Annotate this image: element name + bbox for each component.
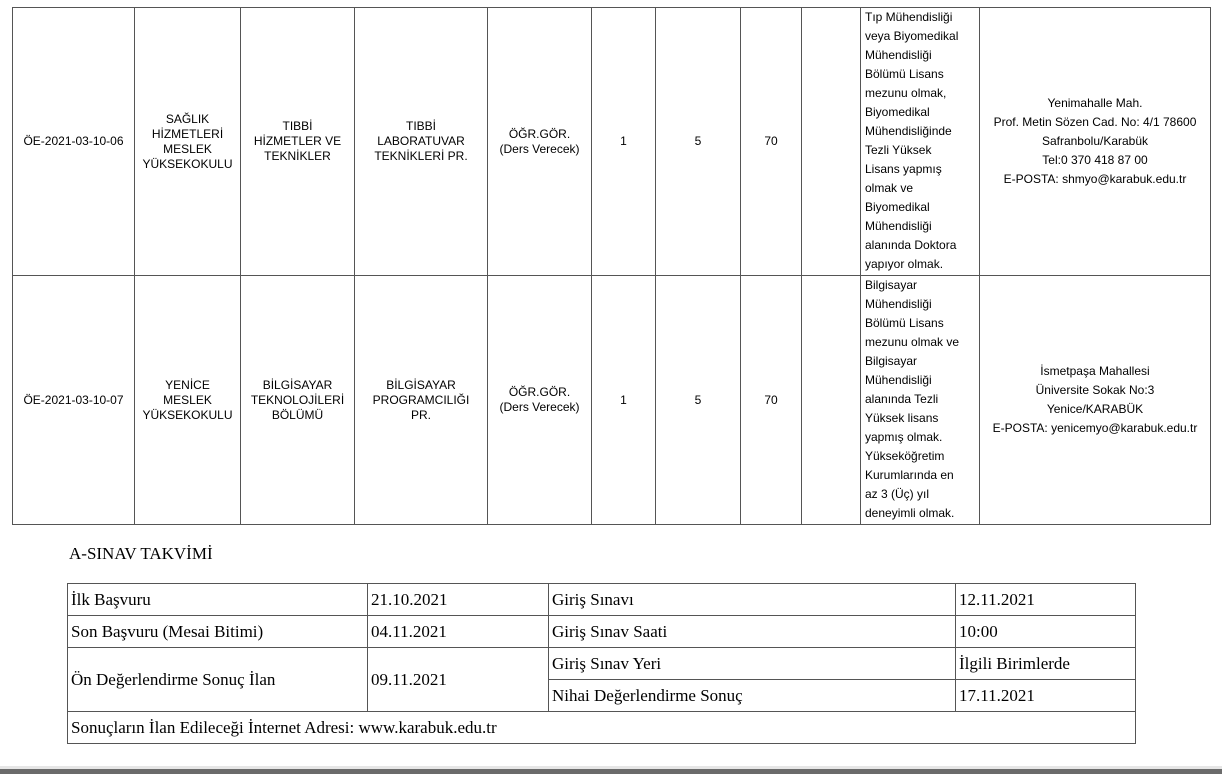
position-unit: YENİCE MESLEK YÜKSEKOKULU: [135, 276, 241, 525]
position-title: ÖĞR.GÖR. (Ders Verecek): [488, 276, 592, 525]
schedule-row: [68, 584, 1136, 616]
schedule-label: Ön Değerlendirme Sonuç İlan: [68, 648, 368, 712]
position-contact: Yenimahalle Mah. Prof. Metin Sözen Cad. No: 4/1 78600 Safranbolu/Karabük Tel:0 370 418 87 00 E-POSTA: shmyo@karabuk.edu.tr: [980, 8, 1211, 276]
position-extra: [802, 8, 861, 276]
position-requirements: Bilgisayar Mühendisliği Bölümü Lisans mezunu olmak ve Bilgisayar Mühendisliği alanında Tezli Yüksek lisans yapmış olmak. Yükseköğretim Kurumlarında en az 3 (Üç) yıl deneyimli olmak.: [861, 276, 980, 525]
schedule-value: 09.11.2021: [368, 648, 549, 712]
schedule-row: [68, 648, 1136, 680]
position-program: BİLGİSAYAR PROGRAMCILIĞI PR.: [355, 276, 488, 525]
schedule-row: [68, 616, 1136, 648]
position-code: ÖE-2021-03-10-06: [13, 8, 135, 276]
position-years: 5: [656, 276, 741, 525]
schedule-value: İlgili Birimlerde: [956, 648, 1136, 680]
position-ales: 70: [741, 8, 802, 276]
position-extra: [802, 276, 861, 525]
schedule-value: 04.11.2021: [368, 616, 549, 648]
schedule-table: [67, 583, 1136, 744]
position-years: 5: [656, 8, 741, 276]
position-count: 1: [592, 8, 656, 276]
position-requirements: Tıp Mühendisliği veya Biyomedikal Mühendisliği Bölümü Lisans mezunu olmak, Biyomedikal Mühendisliğinde Tezli Yüksek Lisans yapmış olmak ve Biyomedikal Mühendisliği alanında Doktora yapıyor olmak.: [861, 8, 980, 276]
table-row: [13, 8, 1211, 276]
schedule-value: 10:00: [956, 616, 1136, 648]
positions-table: [12, 7, 1211, 525]
table-row: [13, 276, 1211, 525]
schedule-label: Giriş Sınav Yeri: [549, 648, 956, 680]
schedule-footer-row: [68, 712, 1136, 744]
position-unit: SAĞLIK HİZMETLERİ MESLEK YÜKSEKOKULU: [135, 8, 241, 276]
position-department: TIBBİ HİZMETLER VE TEKNİKLER: [241, 8, 355, 276]
schedule-label: İlk Başvuru: [68, 584, 368, 616]
position-department: BİLGİSAYAR TEKNOLOJİLERİ BÖLÜMÜ: [241, 276, 355, 525]
results-url-note: Sonuçların İlan Edileceği İnternet Adresi: www.karabuk.edu.tr: [68, 712, 1136, 744]
position-title: ÖĞR.GÖR. (Ders Verecek): [488, 8, 592, 276]
position-contact: İsmetpaşa Mahallesi Üniversite Sokak No:3 Yenice/KARABÜK E-POSTA: yenicemyo@karabuk.edu.tr: [980, 276, 1211, 525]
schedule-value: 17.11.2021: [956, 680, 1136, 712]
schedule-value: 12.11.2021: [956, 584, 1136, 616]
schedule-value: 21.10.2021: [368, 584, 549, 616]
position-count: 1: [592, 276, 656, 525]
schedule-label: Son Başvuru (Mesai Bitimi): [68, 616, 368, 648]
position-ales: 70: [741, 276, 802, 525]
schedule-label: Nihai Değerlendirme Sonuç: [549, 680, 956, 712]
schedule-label: Giriş Sınavı: [549, 584, 956, 616]
position-program: TIBBİ LABORATUVAR TEKNİKLERİ PR.: [355, 8, 488, 276]
schedule-title: A-SINAV TAKVİMİ: [69, 544, 213, 563]
page-bottom-bar: [0, 769, 1222, 774]
position-code: ÖE-2021-03-10-07: [13, 276, 135, 525]
schedule-label: Giriş Sınav Saati: [549, 616, 956, 648]
